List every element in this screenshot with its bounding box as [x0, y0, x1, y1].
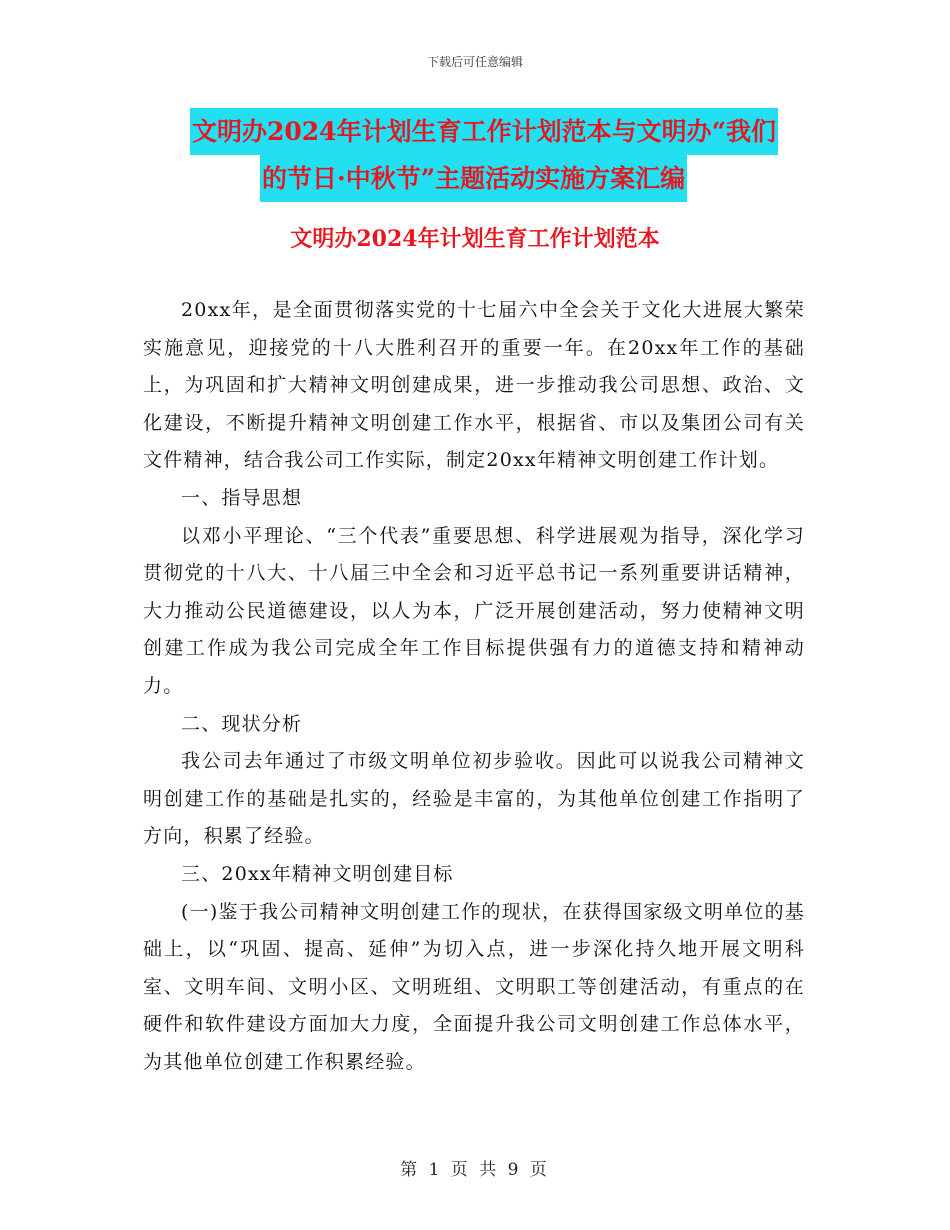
paragraph-guiding-ideology: 以邓小平理论、“三个代表”重要思想、科学进展观为指导，深化学习贯彻党的十八大、十八届三中全会和习近平总书记一系列重要讲话精神，大力推动公民道德建设，以人为本，广泛开展创建活动，努力使精神文明创建工作成为我公司完成全年工作目标提供强有力的道德支持和精神动力。	[143, 524, 805, 697]
document-body	[143, 292, 805, 1081]
paragraph-goals-1: (一)鉴于我公司精神文明创建工作的现状，在获得国家级文明单位的基础上，以“巩固、提高、延伸”为切入点，进一步深化持久地开展文明科室、文明车间、文明小区、文明班组、文明职工等创建活动，有重点的在硬件和软件建设方面加大力度，全面提升我公司文明创建工作总体水平，为其他单位创建工作积累经验。	[143, 900, 805, 1073]
paragraph-intro: 20xx年，是全面贯彻落实党的十七届六中全会关于文化大进展大繁荣实施意见，迎接党的十八大胜利召开的重要一年。在20xx年工作的基础上，为巩固和扩大精神文明创建成果，进一步推动我公司思想、政治、文化建设，不断提升精神文明创建工作水平，根据省、市以及集团公司有关文件精神，结合我公司工作实际，制定20xx年精神文明创建工作计划。	[143, 299, 805, 472]
section-title: 文明办2024年计划生育工作计划范本	[290, 226, 660, 252]
heading-guiding-ideology: 一、指导思想	[181, 486, 303, 509]
document-main-title	[150, 108, 830, 202]
page-number: 第 1 页 共 9 页	[400, 1160, 550, 1180]
heading-status-analysis: 二、现状分析	[181, 712, 303, 735]
heading-goals: 三、20xx年精神文明创建目标	[181, 862, 454, 885]
paragraph-status-analysis: 我公司去年通过了市级文明单位初步验收。因此可以说我公司精神文明创建工作的基础是扎实的，经验是丰富的，为其他单位创建工作指明了方向，积累了经验。	[143, 750, 805, 848]
header-note: 下载后可任意编辑	[426, 55, 523, 69]
main-title-line-1: 文明办2024年计划生育工作计划范本与文明办“我们	[190, 108, 778, 155]
main-title-line-2: 的节日·中秋节”主题活动实施方案汇编	[260, 155, 687, 202]
